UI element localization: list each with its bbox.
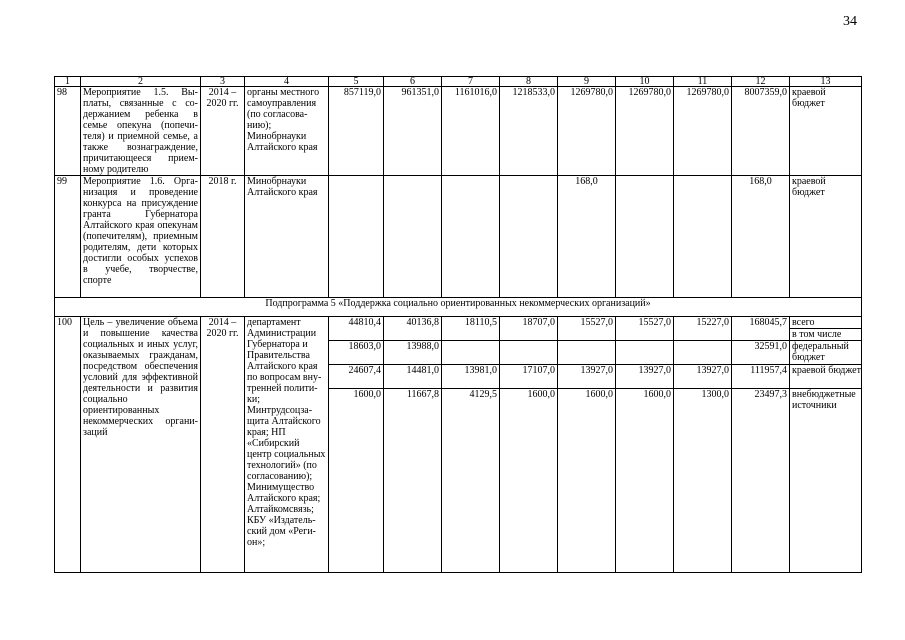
page-number: 34 bbox=[843, 14, 857, 29]
value-offbudget: 1600,0 bbox=[527, 389, 555, 400]
row-name: Мероприятие 1.5. Выплаты, связанные с содержанием ребенка в семье опекуна (попечителя) и приемной семье, а также вознаграждение, причитающееся приемному родителю bbox=[81, 87, 201, 176]
value-offbudget: 4129,5 bbox=[469, 389, 497, 400]
table-row-98 bbox=[55, 87, 862, 176]
value-column-6 bbox=[384, 317, 442, 573]
value-offbudget: 1600,0 bbox=[585, 389, 613, 400]
source-column bbox=[790, 317, 862, 573]
value-regional: 13927,0 bbox=[674, 365, 731, 389]
header-cell: 1 bbox=[55, 77, 81, 87]
value-offbudget: 1600,0 bbox=[643, 389, 671, 400]
row-value: 1269780,0 bbox=[616, 87, 674, 176]
value-total: 18110,5 bbox=[442, 317, 499, 341]
row-value: 1218533,0 bbox=[500, 87, 558, 176]
header-cell: 6 bbox=[384, 77, 442, 87]
header-cell: 10 bbox=[616, 77, 674, 87]
value-total: 18707,0 bbox=[500, 317, 557, 341]
value-total: 44810,4 bbox=[329, 317, 383, 341]
row-value bbox=[442, 176, 500, 298]
source-regional: краевой бюджет bbox=[790, 365, 861, 389]
row-number: 100 bbox=[55, 317, 81, 573]
subprogram-title: Подпрограмма 5 «Поддержка социально ориентированных некоммерческих организаций» bbox=[55, 298, 862, 317]
header-cell: 12 bbox=[732, 77, 790, 87]
row-period: 2014 – 2020 гг. bbox=[201, 317, 245, 573]
value-federal bbox=[558, 341, 615, 365]
row-value bbox=[384, 176, 442, 298]
value-column-5 bbox=[329, 317, 384, 573]
header-cell: 11 bbox=[674, 77, 732, 87]
value-column-11 bbox=[674, 317, 732, 573]
header-cell: 2 bbox=[81, 77, 201, 87]
subprogram-row bbox=[55, 298, 862, 317]
row-period: 2014 – 2020 гг. bbox=[201, 87, 245, 176]
row-value: 1269780,0 bbox=[558, 87, 616, 176]
value-column-10 bbox=[616, 317, 674, 573]
value-regional: 13927,0 bbox=[558, 365, 615, 389]
value-federal bbox=[674, 341, 731, 365]
row-source: краевой бюджет bbox=[790, 176, 862, 298]
value-regional: 13981,0 bbox=[442, 365, 499, 389]
row-value bbox=[616, 176, 674, 298]
row-executor: департамент Администрации Губернатора и Правительства Алтайского края по вопросам внутренней политики; Минтрудсоцзащита Алтайского края; НП «Сибирский центр социальных технологий» (по согласованию); Минимущество Алтайского края; Алтайкомсвязь; КБУ «Издательский дом «Регион»; bbox=[245, 317, 329, 573]
row-name: Цель – увеличение объема и повышение качества социальных и иных услуг, оказываемых гражданам, посредством обеспечения условий для эффективной деятельности и развития социально ориентированных некоммерческих организаций bbox=[81, 317, 201, 573]
header-cell: 7 bbox=[442, 77, 500, 87]
budget-table bbox=[54, 76, 862, 573]
value-column-8 bbox=[500, 317, 558, 573]
header-cell: 4 bbox=[245, 77, 329, 87]
header-cell: 13 bbox=[790, 77, 862, 87]
value-federal bbox=[500, 341, 557, 365]
source-total: всего bbox=[790, 317, 861, 329]
value-column-12 bbox=[732, 317, 790, 573]
row-name: Мероприятие 1.6. Организация и проведение конкурса на присуждение гранта Губернатора Алтайского края опекунам (попечителям), приемным родителям, дети которых достигли особых успехов в учебе, творчестве, спорте bbox=[81, 176, 201, 298]
table-row-100 bbox=[55, 317, 862, 573]
value-regional: 14481,0 bbox=[384, 365, 441, 389]
row-value: 168,0 bbox=[732, 176, 790, 298]
value-regional: 24607,4 bbox=[329, 365, 383, 389]
value-offbudget: 11667,8 bbox=[406, 389, 439, 400]
value-regional: 13927,0 bbox=[616, 365, 673, 389]
row-value: 1161016,0 bbox=[442, 87, 500, 176]
value-regional: 17107,0 bbox=[500, 365, 557, 389]
value-total: 15527,0 bbox=[616, 317, 673, 341]
column-number-header bbox=[55, 77, 862, 87]
value-offbudget: 1300,0 bbox=[701, 389, 729, 400]
source-federal: федеральный бюджет bbox=[790, 341, 861, 365]
row-number: 98 bbox=[55, 87, 81, 176]
row-source: краевой бюджет bbox=[790, 87, 862, 176]
row-value bbox=[674, 176, 732, 298]
header-cell: 5 bbox=[329, 77, 384, 87]
value-federal: 18603,0 bbox=[329, 341, 383, 365]
row-number: 99 bbox=[55, 176, 81, 298]
source-offbudget: внебюджетные источники bbox=[792, 389, 856, 411]
value-federal bbox=[616, 341, 673, 365]
row-value bbox=[329, 176, 384, 298]
value-total: 40136,8 bbox=[384, 317, 441, 341]
row-value: 857119,0 bbox=[329, 87, 384, 176]
row-executor: Минобрнауки Алтайского края bbox=[245, 176, 329, 298]
row-period: 2018 г. bbox=[201, 176, 245, 298]
table-row-99 bbox=[55, 176, 862, 298]
value-total: 15227,0 bbox=[674, 317, 731, 341]
header-cell: 8 bbox=[500, 77, 558, 87]
value-column-9 bbox=[558, 317, 616, 573]
row-value: 168,0 bbox=[558, 176, 616, 298]
row-value: 1269780,0 bbox=[674, 87, 732, 176]
row-value: 961351,0 bbox=[384, 87, 442, 176]
row-value bbox=[500, 176, 558, 298]
header-cell: 3 bbox=[201, 77, 245, 87]
value-federal: 13988,0 bbox=[384, 341, 441, 365]
row-value: 8007359,0 bbox=[732, 87, 790, 176]
value-regional: 111957,4 bbox=[732, 365, 789, 389]
source-including: в том числе bbox=[790, 329, 861, 341]
value-column-7 bbox=[442, 317, 500, 573]
value-offbudget: 23497,3 bbox=[754, 389, 787, 400]
value-offbudget: 1600,0 bbox=[353, 389, 381, 400]
header-cell: 9 bbox=[558, 77, 616, 87]
value-total: 168045,7 bbox=[732, 317, 789, 341]
value-total: 15527,0 bbox=[558, 317, 615, 341]
row-executor: органы местного самоуправления (по согласованию); Минобрнауки Алтайского края bbox=[245, 87, 329, 176]
value-federal: 32591,0 bbox=[732, 341, 789, 365]
value-federal bbox=[442, 341, 499, 365]
